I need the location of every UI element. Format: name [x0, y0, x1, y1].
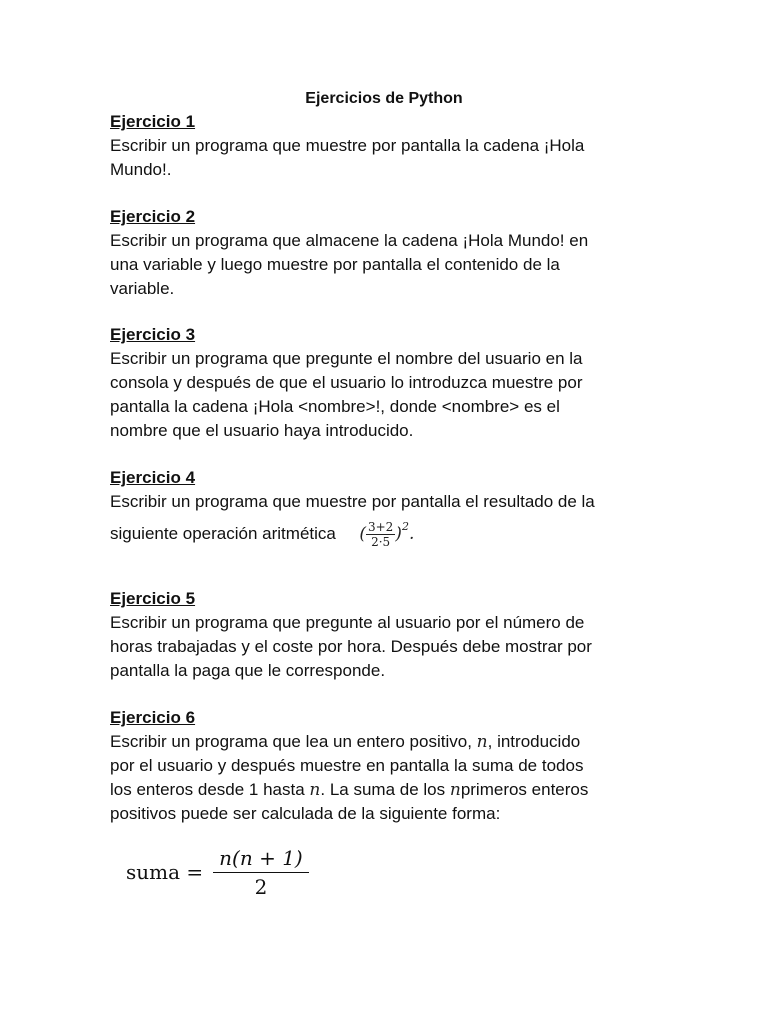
exercise-5-line-2: horas trabajadas y el coste por hora. Después debe mostrar por — [110, 637, 592, 656]
exercise-6-line-2: por el usuario y después muestre en pantalla la suma de todos — [110, 756, 584, 775]
sum-formula-lhs: suma = — [126, 860, 204, 884]
exercise-2-line-3: variable. — [110, 279, 175, 298]
sum-formula — [126, 842, 309, 902]
exercise-3-line-2: consola y después de que el usuario lo introduzca muestre por — [110, 373, 583, 392]
exercise-3-heading: Ejercicio 3 — [110, 325, 196, 344]
exercise-6-line-1-text: Escribir un programa que lea un entero positivo, — [110, 732, 472, 751]
exercise-2 — [110, 205, 670, 301]
exercise-6-heading: Ejercicio 6 — [110, 708, 196, 727]
exercise-3-line-1: Escribir un programa que pregunte el nombre del usuario en la — [110, 349, 583, 368]
exercise-6-line-1: Escribir un programa que lea un entero positivo, n, introducido — [110, 732, 581, 752]
exercise-4-formula-exponent: 2 — [401, 520, 409, 533]
exercise-4-line-1: Escribir un programa que muestre por pantalla el resultado de la — [110, 492, 595, 511]
exercise-4-line-2 — [110, 520, 670, 549]
sum-formula-numerator: n(n + 1) — [213, 844, 309, 873]
exercise-6-line-3-tail: primeros enteros — [460, 780, 589, 799]
exercise-5-line-3: pantalla la paga que le corresponde. — [110, 661, 386, 680]
sum-formula-denominator: 2 — [254, 874, 268, 899]
variable-n: n — [309, 780, 321, 800]
exercise-1-line-1: Escribir un programa que muestre por pantalla la cadena ¡Hola — [110, 136, 585, 155]
exercise-6-line-3-mid: . La suma de los — [320, 780, 446, 799]
exercise-2-line-2: una variable y luego muestre por pantalla el contenido de la — [110, 255, 560, 274]
exercise-4-formula: ( $\frac{3+2}{2\cdot 5}$ )$^2$. — [359, 520, 415, 549]
sum-formula-fraction — [213, 844, 309, 901]
exercise-4 — [110, 466, 670, 549]
exercise-1-line-2: Mundo!. — [110, 160, 172, 179]
exercise-6-line-1-tail: introducido — [497, 732, 581, 751]
exercise-5 — [110, 587, 670, 683]
variable-n: n — [449, 780, 461, 800]
exercise-6-line-4: positivos puede ser calculada de la siguiente forma: — [110, 804, 501, 823]
document-title: Ejercicios de Python — [305, 90, 463, 107]
exercise-3-line-4: nombre que el usuario haya introducido. — [110, 421, 414, 440]
exercise-2-heading: Ejercicio 2 — [110, 207, 196, 226]
exercise-1-heading: Ejercicio 1 — [110, 112, 196, 131]
exercise-6-line-3 — [110, 778, 670, 802]
exercise-4-formula-numerator: 3+2 — [367, 520, 394, 534]
exercise-3-line-3: pantalla la cadena ¡Hola <nombre>!, donde <nombre> es el — [110, 397, 560, 416]
variable-n: n — [476, 732, 488, 752]
exercise-5-heading: Ejercicio 5 — [110, 589, 196, 608]
exercise-5-line-1: Escribir un programa que pregunte al usuario por el número de — [110, 613, 585, 632]
exercise-4-heading: Ejercicio 4 — [110, 468, 196, 487]
exercise-3 — [110, 323, 670, 443]
exercise-2-line-1: Escribir un programa que almacene la cadena ¡Hola Mundo! en — [110, 231, 589, 250]
exercise-4-formula-denominator: 2·5 — [371, 535, 391, 549]
exercise-6-line-3-text: los enteros desde 1 hasta — [110, 780, 305, 799]
exercise-1 — [110, 110, 670, 182]
exercise-4-line-2-text: siguiente operación aritmética — [110, 524, 336, 543]
exercise-6 — [110, 706, 670, 826]
